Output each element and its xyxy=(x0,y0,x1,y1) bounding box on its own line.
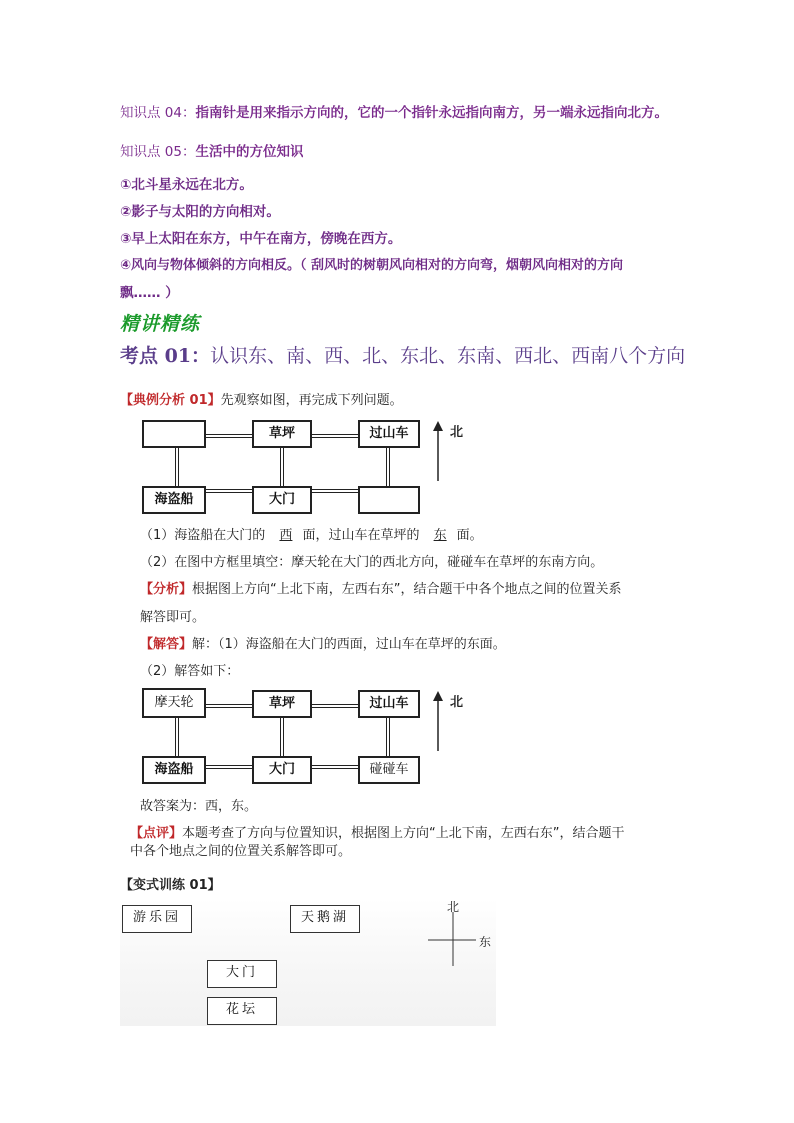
comment-text: 本题考查了方向与位置知识，根据图上方向“上北下南，左西右东”，结合题干 xyxy=(182,826,625,841)
kp04-text: 指南针是用来指示方向的，它的一个指针永远指向南方，另一端永远指向北方。 xyxy=(195,105,668,121)
north-label: 北 xyxy=(450,695,464,710)
path-line xyxy=(280,448,284,486)
answer xyxy=(140,633,506,652)
box-pirate-ship: 海盗船 xyxy=(142,486,206,514)
practice-tag: 【变式训练 01】 xyxy=(120,878,221,893)
q1-text-b: 面，过山车在草坪的 xyxy=(302,528,420,543)
comment xyxy=(130,822,625,841)
map-diagram-question xyxy=(140,415,470,515)
question-1 xyxy=(140,524,483,543)
blank-box-bottom-right xyxy=(358,486,420,514)
analysis-cont: 解答即可。 xyxy=(140,610,206,625)
path-line xyxy=(206,489,252,493)
box-roller-coaster: 过山车 xyxy=(358,420,420,448)
final-answer: 故答案为：西，东。 xyxy=(140,799,258,814)
map-diagram-answer xyxy=(140,685,470,785)
analysis xyxy=(140,578,622,597)
box-swan-lake: 天鹅湖 xyxy=(290,905,360,933)
fact-3: ③早上太阳在东方，中午在南方，傍晚在西方。 xyxy=(120,231,402,247)
example-tag: 【典例分析 01】 xyxy=(120,393,221,408)
analysis-text: 根据图上方向“上北下南，左西右东”，结合题干中各个地点之间的位置关系 xyxy=(192,582,622,597)
path-line xyxy=(312,489,358,493)
box-flowerbed: 花坛 xyxy=(207,997,277,1025)
q1-blank-2: 东 xyxy=(433,528,447,543)
knowledge-point-04 xyxy=(120,101,668,121)
compass-north-label: 北 xyxy=(447,900,460,914)
box-pirate-ship: 海盗船 xyxy=(142,756,206,784)
path-line xyxy=(206,434,252,438)
path-line xyxy=(206,765,252,769)
path-line xyxy=(175,448,179,486)
path-line xyxy=(312,704,358,708)
exam-point-title xyxy=(120,341,685,368)
box-ferris-wheel: 摩天轮 xyxy=(142,688,206,718)
exam-point-label: 考点 01： xyxy=(120,345,211,367)
box-gate: 大门 xyxy=(252,486,312,514)
section-title: 精讲精练 xyxy=(120,313,201,335)
example-prompt: 先观察如图，再完成下列问题。 xyxy=(220,393,403,408)
practice-map xyxy=(120,898,496,1026)
path-line xyxy=(312,765,358,769)
analysis-tag: 【分析】 xyxy=(140,582,193,597)
box-lawn: 草坪 xyxy=(252,690,312,718)
fact-2: ②影子与太阳的方向相对。 xyxy=(120,204,280,220)
path-line xyxy=(206,704,252,708)
question-2: （2）在图中方框里填空：摩天轮在大门的西北方向，碰碰车在草坪的东南方向。 xyxy=(140,555,604,570)
box-gate: 大门 xyxy=(207,960,277,988)
q1-text-c: 面。 xyxy=(456,528,483,543)
answer-2: （2）解答如下： xyxy=(140,664,240,679)
blank-box-top-left xyxy=(142,420,206,448)
example-header xyxy=(120,389,403,408)
north-label: 北 xyxy=(450,425,464,440)
path-line xyxy=(312,434,358,438)
kp05-text: 生活中的方位知识 xyxy=(195,144,304,160)
box-gate: 大门 xyxy=(252,756,312,784)
fact-4: ④风向与物体倾斜的方向相反。（ 刮风时的树朝风向相对的方向弯，烟朝风向相对的方向 xyxy=(120,258,624,273)
north-arrow-icon xyxy=(432,691,444,751)
q1-blank-1: 西 xyxy=(279,528,293,543)
knowledge-point-05 xyxy=(120,140,303,160)
q1-text-a: （1）海盗船在大门的 xyxy=(140,528,266,543)
comment-cont: 中各个地点之间的位置关系解答即可。 xyxy=(130,844,352,859)
fact-1: ①北斗星永远在北方。 xyxy=(120,177,253,193)
fact-4-cont: 飘…… ） xyxy=(120,285,179,301)
north-arrow-icon xyxy=(432,421,444,481)
path-line xyxy=(386,448,390,486)
exam-point-text: 认识东、南、西、北、东北、东南、西北、西南八个方向 xyxy=(210,345,686,367)
kp05-prefix: 知识点 05： xyxy=(120,144,196,160)
answer-text: 解：（1）海盗船在大门的西面，过山车在草坪的东面。 xyxy=(192,637,506,652)
answer-tag: 【解答】 xyxy=(140,637,193,652)
compass-cross-icon xyxy=(428,912,478,968)
box-lawn: 草坪 xyxy=(252,420,312,448)
box-bumper-cars: 碰碰车 xyxy=(358,756,420,784)
kp04-prefix: 知识点 04： xyxy=(120,105,196,121)
box-amusement-park: 游乐园 xyxy=(122,905,192,933)
compass-east-label: 东 xyxy=(479,935,492,949)
comment-tag: 【点评】 xyxy=(130,826,183,841)
box-roller-coaster: 过山车 xyxy=(358,690,420,718)
